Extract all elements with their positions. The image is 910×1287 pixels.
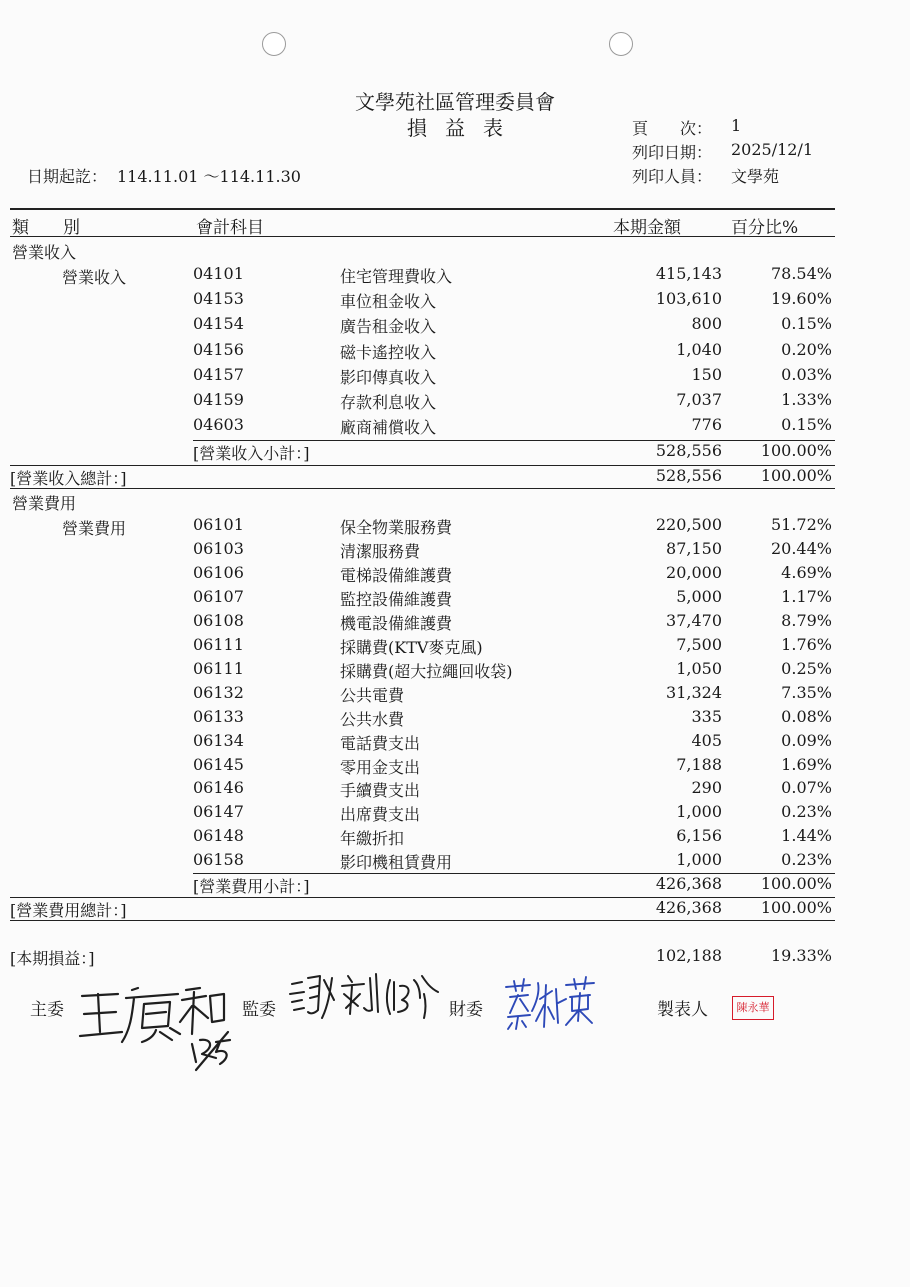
percent: 0.15% xyxy=(781,415,832,435)
table-row xyxy=(0,415,910,439)
table-row xyxy=(0,850,910,874)
table-row xyxy=(0,755,910,779)
net-income-amount: 102,188 xyxy=(655,946,722,965)
percent: 51.72% xyxy=(770,515,832,534)
page-number-value: 1 xyxy=(731,116,742,135)
net-income-label: [本期損益：] xyxy=(10,949,95,968)
account-code: 06106 xyxy=(193,562,244,582)
account-name: 清潔服務費 xyxy=(340,541,421,561)
income-section-title: 營業收入 xyxy=(12,243,77,262)
print-date-value: 2025/12/1 xyxy=(731,140,814,159)
account-name: 車位租金收入 xyxy=(340,292,437,312)
period-value: 114.11.01 ～114.11.30 xyxy=(117,167,301,186)
percent: 7.35% xyxy=(781,682,832,702)
printer-label: 列印人員： xyxy=(632,167,713,186)
percent: 0.15% xyxy=(781,314,832,334)
account-code: 06111 xyxy=(193,658,244,678)
column-header-amount: 本期金額 xyxy=(613,218,681,238)
income-total-label: [營業收入總計：] xyxy=(10,469,127,488)
income-total-amount: 528,556 xyxy=(655,466,722,485)
amount: 1,050 xyxy=(676,658,722,678)
table-row xyxy=(0,587,910,611)
percent: 8.79% xyxy=(781,610,832,630)
amount: 1,000 xyxy=(676,802,722,822)
punch-hole-left xyxy=(262,32,286,56)
income-subtotal-percent: 100.00% xyxy=(760,441,832,460)
amount: 20,000 xyxy=(666,562,722,582)
percent: 0.23% xyxy=(781,850,832,870)
account-name: 電話費支出 xyxy=(340,733,421,753)
account-code: 06148 xyxy=(193,826,244,846)
account-code: 06111 xyxy=(193,634,244,654)
account-code: 06147 xyxy=(193,802,244,822)
table-row xyxy=(0,683,910,707)
account-name: 保全物業服務費 xyxy=(340,518,453,537)
account-code: 06103 xyxy=(193,538,244,558)
amount: 1,000 xyxy=(676,850,722,870)
page-number-label: 頁 次： xyxy=(632,119,713,138)
percent: 0.23% xyxy=(781,802,832,822)
account-code: 06132 xyxy=(193,682,244,702)
percent: 0.03% xyxy=(781,364,832,384)
period-label: 日期起訖： xyxy=(27,167,108,186)
amount: 7,500 xyxy=(676,634,722,654)
percent: 0.20% xyxy=(781,339,832,359)
net-income-row xyxy=(0,946,910,970)
percent: 0.08% xyxy=(781,706,832,726)
account-code: 04603 xyxy=(193,415,244,435)
expense-group-title: 營業費用 xyxy=(62,519,127,538)
table-row xyxy=(0,635,910,659)
organization-name: 文學苑社區管理委員會 xyxy=(355,90,555,114)
expense-section-end-rule xyxy=(10,920,835,921)
account-code: 06133 xyxy=(193,706,244,726)
account-code: 04153 xyxy=(193,289,244,309)
table-row xyxy=(0,539,910,563)
percent: 1.17% xyxy=(781,586,832,606)
account-name: 住宅管理費收入 xyxy=(340,267,453,286)
percent: 1.76% xyxy=(781,634,832,654)
amount: 7,188 xyxy=(676,754,722,774)
column-header-category: 類 別 xyxy=(12,218,80,238)
amount: 6,156 xyxy=(676,826,722,846)
expense-subtotal-row xyxy=(0,874,910,898)
percent: 0.07% xyxy=(781,778,832,798)
table-row xyxy=(0,731,910,755)
expense-total-row xyxy=(0,898,910,922)
amount: 335 xyxy=(691,706,722,726)
account-name: 機電設備維護費 xyxy=(340,613,453,633)
report-title: 損益表 xyxy=(407,116,521,140)
punch-hole-right xyxy=(609,32,633,56)
chair-signature xyxy=(70,982,240,1072)
income-group-title: 營業收入 xyxy=(62,268,127,287)
table-row xyxy=(0,778,910,802)
account-name: 存款利息收入 xyxy=(340,393,437,412)
preparer-stamp: 陳永華 xyxy=(732,996,774,1020)
income-subtotal-row xyxy=(0,441,910,465)
account-name: 公共電費 xyxy=(340,685,405,705)
amount: 150 xyxy=(691,364,722,384)
treasurer-signature xyxy=(500,975,600,1037)
amount: 415,143 xyxy=(655,264,722,283)
printer-value: 文學苑 xyxy=(731,167,780,186)
amount: 776 xyxy=(691,415,722,435)
account-name: 監控設備維護費 xyxy=(340,589,453,609)
amount: 5,000 xyxy=(676,586,722,606)
amount: 103,610 xyxy=(655,289,722,309)
account-name: 出席費支出 xyxy=(340,805,421,825)
account-code: 06108 xyxy=(193,610,244,630)
table-row xyxy=(0,802,910,826)
income-total-percent: 100.00% xyxy=(760,466,832,485)
table-row xyxy=(0,314,910,338)
account-code: 04157 xyxy=(193,364,244,384)
income-subtotal-label: [營業收入小計：] xyxy=(193,444,310,463)
expense-subtotal-percent: 100.00% xyxy=(760,874,832,893)
column-header-account: 會計科目 xyxy=(196,218,264,238)
account-code: 06145 xyxy=(193,754,244,774)
percent: 0.25% xyxy=(781,658,832,678)
account-name: 採購費(KTV麥克風) xyxy=(340,637,483,657)
account-name: 手續費支出 xyxy=(340,781,421,801)
amount: 87,150 xyxy=(666,538,722,558)
table-row xyxy=(0,365,910,389)
amount: 220,500 xyxy=(655,515,722,534)
expense-subtotal-amount: 426,368 xyxy=(655,874,722,893)
table-row xyxy=(0,289,910,313)
income-total-row xyxy=(0,466,910,490)
account-name: 電梯設備維護費 xyxy=(340,565,453,585)
account-code: 06101 xyxy=(193,515,244,534)
percent: 20.44% xyxy=(770,538,832,558)
supervisor-signature xyxy=(286,970,446,1032)
account-code: 06107 xyxy=(193,586,244,606)
account-name: 磁卡遙控收入 xyxy=(340,342,437,362)
account-code: 04156 xyxy=(193,339,244,359)
account-name: 公共水費 xyxy=(340,709,405,729)
percent: 0.09% xyxy=(781,730,832,750)
account-name: 零用金支出 xyxy=(340,757,421,777)
supervisor-label: 監委 xyxy=(242,1000,276,1020)
print-date-label: 列印日期： xyxy=(632,143,713,162)
expense-total-amount: 426,368 xyxy=(655,898,722,917)
amount: 31,324 xyxy=(666,682,722,702)
expense-subtotal-label: [營業費用小計：] xyxy=(193,877,310,896)
amount: 1,040 xyxy=(676,339,722,359)
net-income-percent: 19.33% xyxy=(770,946,832,965)
account-code: 04159 xyxy=(193,390,244,409)
account-name: 影印傳真收入 xyxy=(340,367,437,387)
account-code: 04154 xyxy=(193,314,244,334)
percent: 78.54% xyxy=(770,264,832,283)
income-section-end-rule xyxy=(10,488,835,489)
table-row xyxy=(0,707,910,731)
expense-section-title: 營業費用 xyxy=(12,494,77,513)
table-row xyxy=(0,659,910,683)
amount: 7,037 xyxy=(676,390,722,409)
account-name: 廣告租金收入 xyxy=(340,317,437,337)
amount: 290 xyxy=(691,778,722,798)
account-code: 06134 xyxy=(193,730,244,750)
account-name: 影印機租賃費用 xyxy=(340,853,453,873)
expense-total-percent: 100.00% xyxy=(760,898,832,917)
amount: 800 xyxy=(691,314,722,334)
account-code: 04101 xyxy=(193,264,244,283)
income-subtotal-amount: 528,556 xyxy=(655,441,722,460)
table-row xyxy=(0,340,910,364)
table-top-rule xyxy=(10,208,835,210)
table-row xyxy=(0,264,910,288)
preparer-label: 製表人 xyxy=(657,1000,708,1020)
treasurer-label: 財委 xyxy=(449,1000,483,1020)
table-row xyxy=(0,563,910,587)
expense-total-label: [營業費用總計：] xyxy=(10,901,127,920)
amount: 37,470 xyxy=(666,610,722,630)
account-code: 06158 xyxy=(193,850,244,870)
percent: 1.33% xyxy=(781,390,832,409)
account-name: 廠商補償收入 xyxy=(340,418,437,438)
chair-label: 主委 xyxy=(30,1000,64,1020)
table-row xyxy=(0,515,910,539)
account-name: 年繳折扣 xyxy=(340,829,405,849)
percent: 19.60% xyxy=(770,289,832,309)
percent: 1.69% xyxy=(781,754,832,774)
amount: 405 xyxy=(691,730,722,750)
account-code: 06146 xyxy=(193,778,244,798)
table-row xyxy=(0,390,910,414)
percent: 1.44% xyxy=(781,826,832,846)
account-name: 採購費(超大拉繩回收袋) xyxy=(340,661,513,681)
header-bottom-rule xyxy=(10,236,835,237)
table-row xyxy=(0,826,910,850)
table-row xyxy=(0,611,910,635)
percent: 4.69% xyxy=(781,562,832,582)
column-header-percent: 百分比% xyxy=(731,218,799,238)
